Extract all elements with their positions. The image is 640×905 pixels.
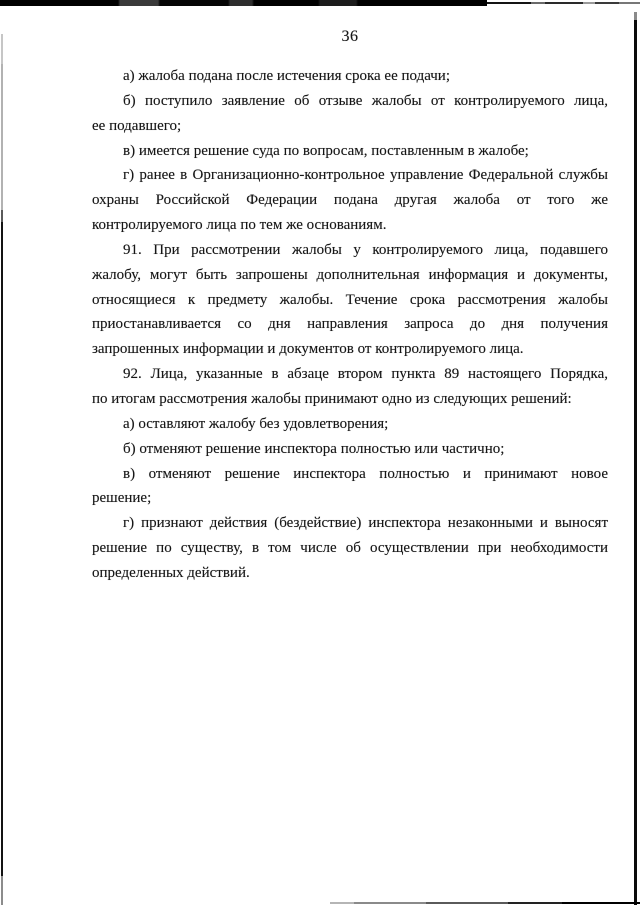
paragraph-point-91 xyxy=(92,238,608,362)
text-line: б) отменяют решение инспектора полностью или частично; xyxy=(123,440,505,457)
text-line: 92. Лица, указанные в абзаце втором пункта 89 настоящего Порядка, xyxy=(123,366,608,383)
text-line: определенных действий. xyxy=(92,564,250,581)
scan-edge-bottom xyxy=(330,902,640,904)
text-line: г) ранее в Организационно-контрольное управление Федеральной службы xyxy=(123,167,608,184)
paragraph-item-v1 xyxy=(92,139,608,164)
scan-edge-right xyxy=(634,12,637,905)
paragraph-item-a1 xyxy=(92,64,608,89)
paragraph-item-b2 xyxy=(92,437,608,462)
text-line: а) оставляют жалобу без удовлетворения; xyxy=(123,415,389,432)
scan-edge-top-right xyxy=(487,2,640,4)
text-line: запрошенных информации и документов от контролируемого лица. xyxy=(92,341,524,358)
document-body xyxy=(92,64,608,586)
paragraph-item-v2 xyxy=(92,462,608,512)
page-number: 36 xyxy=(341,28,359,45)
paragraph-point-92 xyxy=(92,362,608,412)
text-line: по итогам рассмотрения жалобы принимают одно из следующих решений: xyxy=(92,390,572,407)
text-line: контролируемого лица по тем же основаниям. xyxy=(92,217,387,234)
scan-edge-left xyxy=(1,34,3,905)
text-line: 91. При рассмотрении жалобы у контролируемого лица, подавшего xyxy=(123,241,608,258)
text-line: б) поступило заявление об отзыве жалобы от контролируемого лица, xyxy=(123,92,608,109)
text-line: г) признают действия (бездействие) инспектора незаконными и выносят xyxy=(123,515,608,532)
paragraph-item-g2 xyxy=(92,511,608,586)
scan-edge-top xyxy=(0,0,487,6)
text-line: решение по существу, в том числе об осуществлении при необходимости xyxy=(92,540,608,557)
text-line: в) имеется решение суда по вопросам, поставленным в жалобе; xyxy=(123,142,529,159)
text-line: решение; xyxy=(92,490,152,507)
paragraph-item-a2 xyxy=(92,412,608,437)
text-line: ее подавшего; xyxy=(92,117,182,134)
paragraph-item-g1 xyxy=(92,163,608,238)
text-line: охраны Российской Федерации подана другая жалоба от того же xyxy=(92,192,608,209)
text-line: относящиеся к предмету жалобы. Течение срока рассмотрения жалобы xyxy=(92,291,608,308)
text-line: приостанавливается со дня направления запроса до дня получения xyxy=(92,316,608,333)
text-line: а) жалоба подана после истечения срока ее подачи; xyxy=(123,68,450,84)
paragraph-item-b1 xyxy=(92,89,608,139)
text-line: жалобу, могут быть запрошены дополнительная информация и документы, xyxy=(92,266,608,283)
text-line: в) отменяют решение инспектора полностью и принимают новое xyxy=(123,465,608,482)
